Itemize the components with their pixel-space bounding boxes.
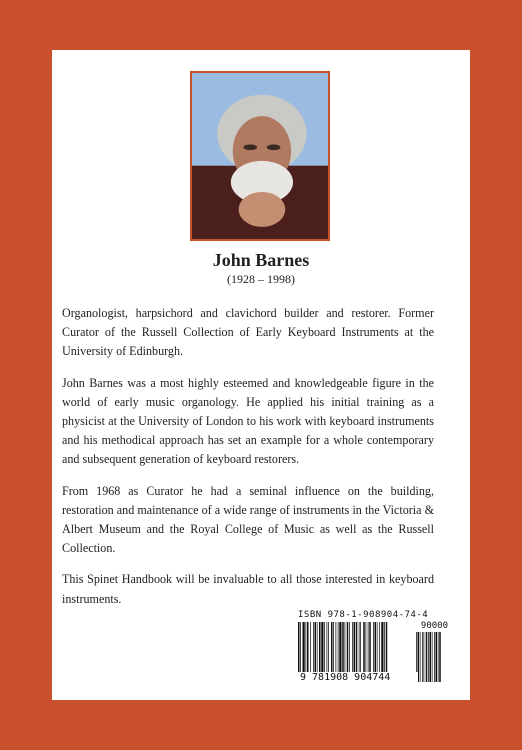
barcode-bar bbox=[333, 622, 334, 674]
barcode-bar bbox=[336, 622, 337, 674]
addon-bar bbox=[428, 632, 429, 682]
barcode-bar bbox=[317, 622, 318, 674]
barcode-bar bbox=[321, 622, 323, 674]
addon-bar bbox=[436, 632, 438, 682]
author-dates: (1928 – 1998) bbox=[227, 272, 295, 286]
barcode-bar bbox=[375, 622, 377, 674]
barcode-digits: 9 781908 904744 bbox=[298, 672, 418, 683]
barcode-bar bbox=[328, 622, 329, 674]
portrait-image bbox=[192, 73, 328, 239]
barcode-bar bbox=[360, 622, 361, 674]
barcode-bar bbox=[331, 622, 333, 674]
barcode-bar bbox=[349, 622, 350, 674]
addon-bar bbox=[426, 632, 428, 682]
barcode-bar bbox=[352, 622, 353, 674]
barcode-bar bbox=[379, 622, 380, 674]
addon-bar bbox=[420, 632, 421, 682]
addon-bar bbox=[430, 632, 432, 682]
bio-paragraph-1: Organologist, harpsichord and clavichord builder and restorer. Former Curator of the Russell Collection of Early Keyboard Instruments at the University of Edinburgh. bbox=[62, 306, 434, 359]
addon-bar bbox=[432, 632, 433, 682]
barcode-bar bbox=[338, 622, 339, 674]
back-cover-page bbox=[52, 50, 470, 700]
barcode-bar bbox=[315, 622, 317, 674]
barcode-bar bbox=[373, 622, 374, 674]
isbn-label: ISBN 978-1-908904-74-4 bbox=[298, 610, 429, 620]
barcode-bar bbox=[342, 622, 344, 674]
barcode-bar bbox=[307, 622, 309, 674]
barcode-bar bbox=[369, 622, 371, 674]
author-portrait bbox=[190, 71, 330, 241]
price-addon: 90000 bbox=[420, 621, 448, 631]
addon-bar bbox=[424, 632, 425, 682]
barcode-bar bbox=[298, 622, 300, 674]
barcode-bar bbox=[377, 622, 378, 674]
addon-bar bbox=[439, 632, 441, 682]
barcode-bar bbox=[354, 622, 356, 674]
barcode-bar bbox=[366, 622, 367, 674]
addon-bar bbox=[438, 632, 439, 682]
barcode-bar bbox=[384, 622, 385, 674]
barcode-bar bbox=[363, 622, 365, 674]
barcode-bar bbox=[306, 622, 307, 674]
barcode-bar bbox=[313, 622, 314, 674]
barcode-bar bbox=[319, 622, 321, 674]
isbn-barcode-block bbox=[298, 610, 450, 692]
addon-bar bbox=[434, 632, 435, 682]
bio-paragraph-3: From 1968 as Curator he had a seminal influence on the building, restoration and maintenance of a wide range of instruments in the Victoria & Albert Museum and the Royal College of Music as well as the Russell Collection. bbox=[62, 483, 434, 556]
bio-paragraph-4: This Spinet Handbook will be invaluable to all those interested in keyboard instruments. bbox=[62, 572, 434, 606]
barcode-bar bbox=[339, 622, 341, 674]
barcode-bar bbox=[381, 622, 383, 674]
author-bio bbox=[62, 304, 434, 621]
author-name: John Barnes bbox=[212, 250, 310, 270]
barcode-bar bbox=[324, 622, 325, 674]
barcode-bar bbox=[368, 622, 369, 674]
barcode-bar bbox=[300, 622, 301, 674]
barcode-bar bbox=[386, 622, 388, 674]
barcode-bar bbox=[359, 622, 360, 674]
bio-paragraph-2: John Barnes was a most highly esteemed and knowledgeable figure in the world of early music organology. He applied his initial training as a physicist at the University of London to his work with keyboard instruments and his methodical approach has set an example for a whole contemporary and subsequent generation of keyboard restorers. bbox=[62, 375, 434, 467]
barcode-bar bbox=[327, 622, 328, 674]
barcode-bar bbox=[345, 622, 346, 674]
barcode-bar bbox=[303, 622, 305, 674]
addon-bar bbox=[422, 632, 423, 682]
barcode-bar bbox=[356, 622, 358, 674]
barcode-bar bbox=[310, 622, 311, 674]
barcode-bar bbox=[347, 622, 349, 674]
